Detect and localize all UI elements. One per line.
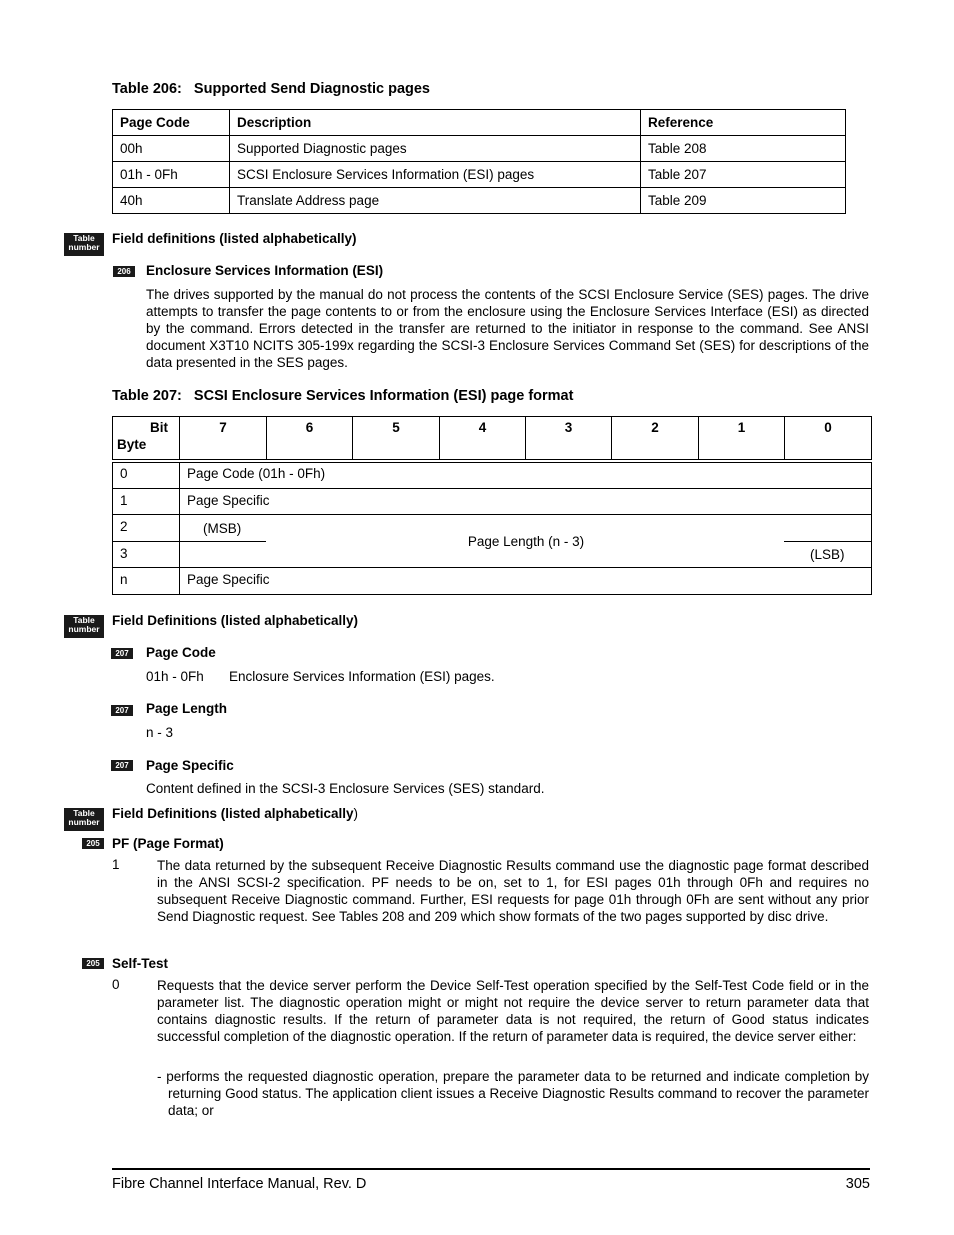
bit-3: 3: [564, 420, 573, 435]
byte-label: Byte: [117, 437, 147, 452]
cell: 40h: [113, 188, 230, 214]
bit-4: 4: [478, 420, 487, 435]
cell: Translate Address page: [230, 188, 641, 214]
page-code-description: Enclosure Services Information (ESI) pages.: [229, 669, 495, 684]
page-code-value: 01h - 0Fh: [146, 669, 204, 684]
pf-title: PF (Page Format): [112, 836, 224, 851]
lsb-label: (LSB): [810, 547, 845, 562]
header-page-code: Page Code: [113, 110, 230, 136]
table-207-caption: Table 207: SCSI Enclosure Services Information (ESI) page format: [112, 388, 574, 404]
cell: Table 208: [641, 136, 846, 162]
msb-label: (MSB): [203, 521, 242, 536]
self-test-description: Requests that the device server perform the Device Self-Test operation specified by the Self-Test Code field or in the parameter list. The diagnostic operation might or might not require the device server to return parameter data that contains diagnostic results. If the return of parameter data is not required, the return of Good status indicates successful completion of the diagnostic operation. If the return of parameter data is required, the device server either:: [157, 978, 869, 1044]
badge-text: number: [68, 241, 100, 252]
byte-2: 2: [120, 519, 128, 534]
page-code-cell: Page Code (01h - 0Fh): [187, 466, 326, 481]
table-number-badge: [64, 808, 104, 831]
page-specific-description: Content defined in the SCSI-3 Enclosure Services (SES) standard.: [146, 781, 545, 796]
cell: 00h: [113, 136, 230, 162]
table-ref-badge: 205: [82, 958, 104, 969]
badge-text: number: [68, 816, 100, 827]
table-number-badge: [64, 615, 104, 638]
self-test-title: Self-Test: [112, 956, 169, 971]
table-header-row: [113, 110, 846, 136]
page-number: 305: [845, 1176, 870, 1192]
table-row: [113, 162, 846, 188]
heading-paren: ): [353, 806, 359, 821]
page-length-title: Page Length: [146, 701, 228, 716]
table-row: [113, 136, 846, 162]
table-ref-badge: 206: [113, 266, 135, 277]
table-206-caption: Table 206: Supported Send Diagnostic pages: [112, 81, 430, 97]
bit-7: 7: [219, 420, 227, 435]
badge-text: Table: [73, 233, 95, 243]
esi-title: Enclosure Services Information (ESI): [146, 263, 384, 278]
page-specific-title: Page Specific: [146, 758, 234, 773]
badge-text: number: [68, 623, 100, 634]
cell: Table 207: [641, 162, 846, 188]
badge-text: Table: [73, 615, 95, 625]
self-test-value: 0: [112, 977, 120, 992]
page-specific-cell: Page Specific: [187, 493, 270, 508]
byte-3: 3: [120, 546, 128, 561]
page-specific-cell: Page Specific: [187, 572, 270, 587]
pf-description: The data returned by the subsequent Receive Diagnostic Results command use the diagnostic page format described in the ANSI SCSI-2 specification. PF needs to be on, set to 1, for ESI pages 01h through 0Fh and requires no subsequent Receive Diagnostic command. Further, ESI requests for page 01h through 0Fh are sent without any prior Send Diagnostic request. See Tables 208 and 209 which show formats of the two pages supported by disc drive.: [157, 858, 869, 924]
field-definitions-heading: Field definitions (listed alphabetically): [112, 231, 357, 246]
footer-rule: [112, 1168, 870, 1170]
byte-0: 0: [120, 466, 128, 481]
bit-0: 0: [824, 420, 832, 435]
byte-n: n: [120, 572, 128, 587]
bit-6: 6: [305, 420, 314, 435]
cell: 01h - 0Fh: [113, 162, 230, 188]
table-ref-badge: 207: [111, 648, 133, 659]
heading-text: Field Definitions (listed alphabetically: [112, 806, 354, 821]
field-definitions-heading: [112, 806, 358, 821]
bit-1: 1: [737, 420, 746, 435]
field-definitions-heading: Field Definitions (listed alphabetically): [112, 613, 359, 628]
self-test-bullet: - performs the requested diagnostic operation, prepare the parameter data to be returned and indicate completion by returning Good status. The application client issues a Receive Diagnostic Results command to recover the parameter data; or: [157, 1069, 869, 1118]
table-row: [113, 188, 846, 214]
table-ref-badge: 205: [82, 838, 104, 849]
page-length-cell: Page Length (n - 3): [467, 534, 585, 549]
page-code-title: Page Code: [146, 645, 216, 660]
byte-1: 1: [120, 493, 128, 508]
cell: SCSI Enclosure Services Information (ESI) pages: [230, 162, 641, 188]
bit-2: 2: [651, 420, 659, 435]
footer-title: Fibre Channel Interface Manual, Rev. D: [112, 1176, 367, 1192]
pf-value: 1: [112, 857, 120, 872]
table-ref-badge: 207: [111, 760, 133, 771]
esi-description: The drives supported by the manual do not process the contents of the SCSI Enclosure Service (SES) pages. The drive attempts to transfer the page contents to or from the enclosure using the Enclosure Services Interface (ESI) as directed by the command. Errors detected in the transfer are returned to the initiator in response to the command. See ANSI document X3T10 NCITS 305-199x regarding the SCSI-3 Enclosure Services Command Set (SES) for descriptions of the data presented in the SES pages.: [146, 287, 869, 370]
cell: Table 209: [641, 188, 846, 214]
table-ref-badge: 207: [111, 705, 133, 716]
bit-label: Bit: [150, 420, 168, 435]
header-description: Description: [230, 110, 641, 136]
table-206: [112, 109, 846, 214]
page-length-value: n - 3: [146, 725, 174, 740]
badge-text: Table: [73, 808, 95, 818]
bit-5: 5: [392, 420, 400, 435]
cell: Supported Diagnostic pages: [230, 136, 641, 162]
table-number-badge: [64, 233, 104, 256]
header-reference: Reference: [641, 110, 846, 136]
